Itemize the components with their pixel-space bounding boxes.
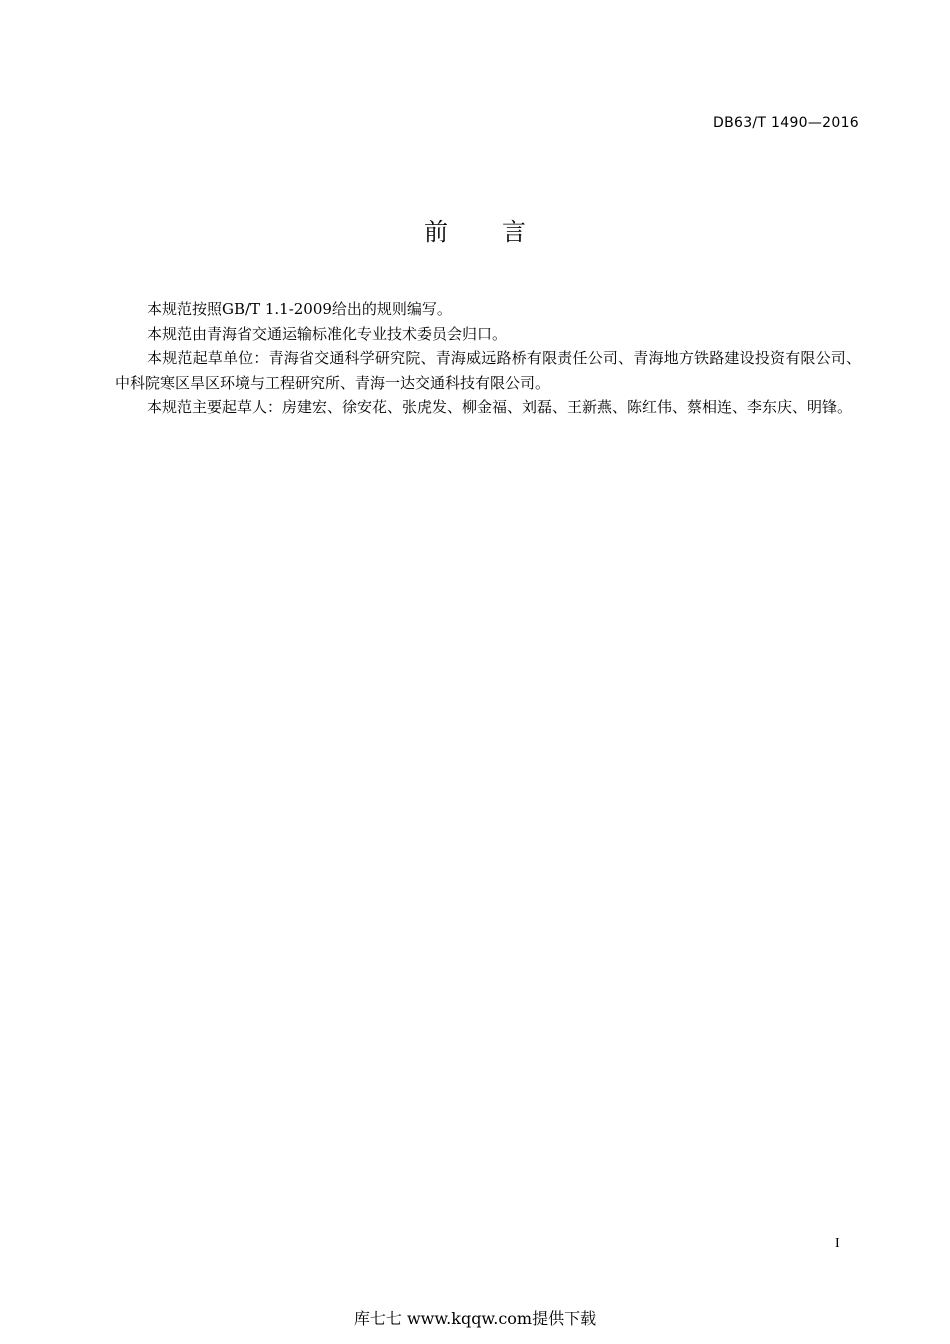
paragraph-drafting-rules: 本规范按照GB/T 1.1-2009给出的规则编写。	[147, 300, 452, 318]
page-title: 前言	[424, 218, 580, 246]
document-code: DB63/T 1490—2016	[713, 115, 859, 131]
paragraph-drafters: 本规范主要起草人：房建宏、徐安花、张虎发、柳金福、刘磊、王新燕、陈红伟、蔡相连、李东庆、明锋。	[147, 398, 853, 416]
paragraph-proposer: 本规范由青海省交通运输标准化专业技术委员会归口。	[147, 324, 508, 343]
paragraph-drafting-units: 本规范起草单位：青海省交通科学研究院、青海威远路桥有限责任公司、青海地方铁路建设投资有限公司、中科院寒区旱区环境与工程研究所、青海一达交通科技有限公司。	[115, 349, 861, 392]
download-footer: 库七七 www.kqqw.com提供下载	[353, 1309, 597, 1328]
page-number: I	[835, 1236, 840, 1251]
foreword-body	[115, 297, 861, 420]
